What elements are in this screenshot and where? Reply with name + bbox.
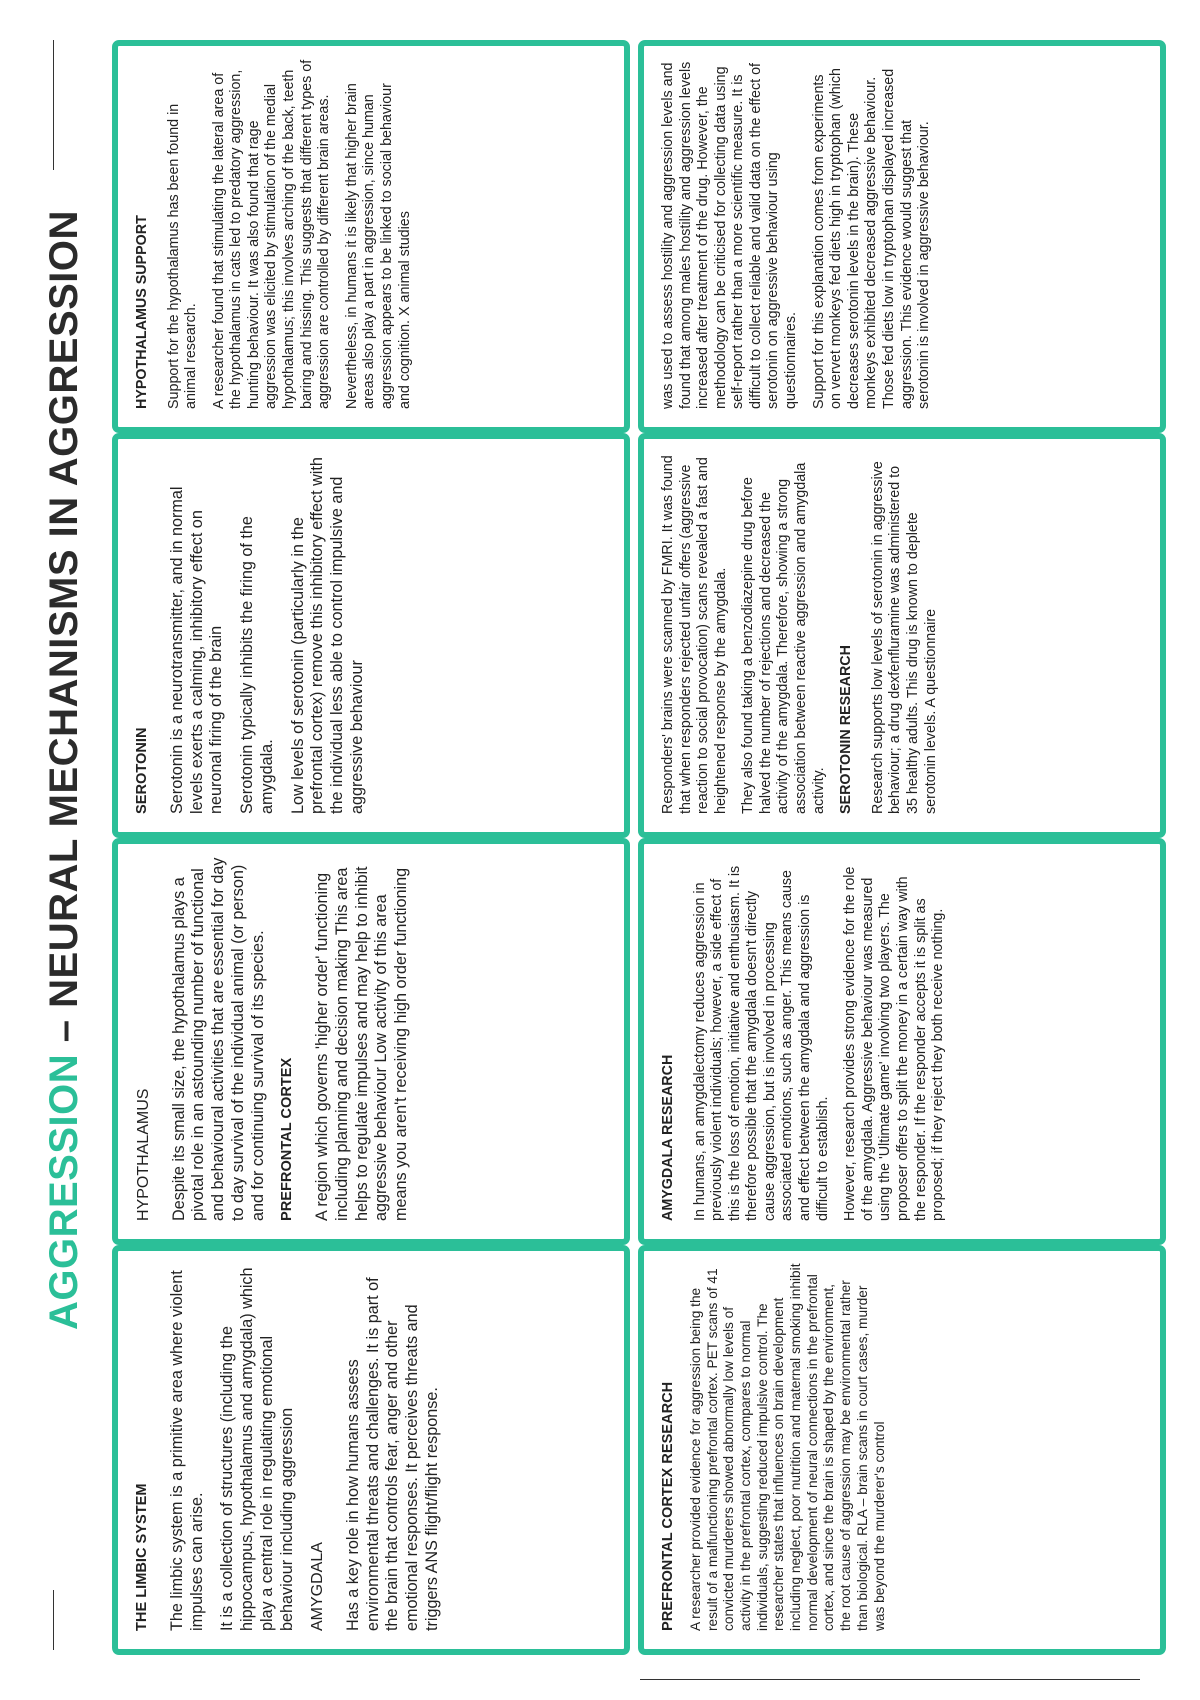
panel-hypothalamus — [112, 838, 630, 1245]
serotonin-heading: SEROTONIN — [134, 727, 150, 814]
hypothalamus-paragraph: Despite its small size, the hypothalamus plays a pivotal role in an astounding number of functional and behavioural activities that are essential for day to day survival of the individual animal (or person) and for continuing survival of its species. — [169, 857, 267, 1221]
serotonin-research-paragraph: Research supports low levels of serotonin in aggressive behaviour; a drug dexfenfluramine was administered to 35 healthy adults. This drug is known to deplete serotonin levels. A questionnaire — [869, 461, 939, 814]
serotonin-paragraph-3: Low levels of serotonin (particularly in the prefrontal cortex) remove this inhibitory effect with the individual less able to control impulsive and aggressive behaviour — [288, 457, 366, 814]
prefrontal-paragraph: A region which governs 'higher order' functioning including planning and decision making This area helps to regulate impulses and may help to inhibit aggressive behaviour Low activity of this area means you aren't receiving high order functioning — [313, 866, 411, 1221]
pfc-research-heading: PREFRONTAL CORTEX RESEARCH — [660, 1381, 676, 1631]
left-rule — [640, 1679, 1140, 1680]
limbic-paragraph-2: It is a collection of structures (including the hippocampus, hypothalamus and amygdala) which play a central role in regulating emotional behaviour including aggression — [218, 1267, 296, 1631]
panel-hypothalamus-support — [112, 40, 630, 433]
top-rule-right — [53, 40, 54, 170]
top-rule-left — [53, 1590, 54, 1650]
limbic-heading: THE LIMBIC SYSTEM — [134, 1483, 150, 1631]
panel-fmri-serotonin-research — [638, 433, 1166, 838]
title-rest: – NEURAL MECHANISMS IN AGGRESSION — [42, 210, 86, 1054]
serotonin-cont-paragraph-2: Support for this explanation comes from experiments on vervet monkeys fed diets high in tryptophan (which decreases serotonin levels in the brain). These monkeys exhibited decreased aggressive behaviour. Those fed diets low in tryptophan displayed increased aggression. This evidence would suggest that serotonin is involved in aggressive behaviour. — [810, 68, 933, 409]
hypothalamus-heading: HYPOTHALAMUS — [135, 1088, 152, 1221]
hypothalamus-support-paragraph-3: Nevertheless, in humans it is likely that higher brain areas also play a part in aggression, since human aggression appears to be linked to social behaviour and cognition. X animal studies — [343, 83, 413, 409]
panel-amygdala-research — [638, 838, 1166, 1245]
amygdala-research-paragraph-1: In humans, an amygdalectomy reduces aggression in previously violent individuals; however, a side effect of this is the loss of emotion, initiative and enthusiasm. It is therefore possible that the amygdala doesn't directly cause aggression, but is involved in processing associated emotions, such as anger. This means cause and effect between the amygdala and aggression is difficult to establish. — [691, 865, 831, 1221]
hypothalamus-support-paragraph-1: Support for the hypothalamus has been found in animal research. — [165, 103, 200, 409]
pfc-research-paragraph: A researcher provided evidence for aggression being the result of a malfunctioning prefrontal cortex. PET scans of 41 convicted murderers showed abnormally low levels of activity in the prefrontal cortex, compares to normal individuals, suggesting reduced impulsive control. The researcher states that influences on brain development including neglect, poor nutrition and maternal smoking inhibit normal development of neural connections in the prefrontal cortex, and since the brain is shaped by the environment, the root cause of aggression may be environmental rather than biological. RLA – brain scans in court cases, murder was beyond the murderer's control — [687, 1263, 887, 1631]
amygdala-heading: AMYGDALA — [309, 1542, 327, 1631]
fmri-paragraph-1: Responders' brains were scanned by FMRI. It was found that when responders rejected unfair offers (aggressive reaction to social provocation) scans revealed a fast and heightened response by the amygdala. — [660, 455, 729, 814]
fmri-paragraph-2: They also found taking a benzodiazepine drug before halved the number of rejections and decreased the activity of the amygdala. Therefore, showing a strong association between reactive aggression and amygdala activity. — [740, 462, 827, 814]
amygdala-research-paragraph-2: However, research provides strong evidence for the role of the amygdala. Aggressive behaviour was measured using the 'Ultimate game' involving two players. The proposer offers to split the money in a certain way with the responder. If the responder accepts it is split as proposed; if they reject they both receive nothing. — [842, 866, 947, 1221]
title-accent: AGGRESSION — [42, 1053, 86, 1330]
amygdala-research-heading: AMYGDALA RESEARCH — [660, 1054, 676, 1221]
serotonin-paragraph-1: Serotonin is a neurotransmitter, and in normal levels exerts a calming, inhibitory effect on neuronal firing of the brain — [167, 486, 226, 814]
amygdala-paragraph: Has a key role in how humans assess environmental threats and challenges. It is part of the brain that controls fear, anger and other emotional responses. It perceives threats and triggers ANS flight/flight response. — [343, 1277, 441, 1631]
panel-prefrontal-cortex-research — [638, 1245, 1166, 1655]
serotonin-cont-paragraph-1: was used to assess hostility and aggression levels and found that among males hostility and aggression levels increased after treatment of the drug. However, the methodology can be criticised for collecting data using self-report rather than a more scientific measure. It is difficult to collect reliable and valid data on the effect of serotonin on aggressive behaviour using questionnaires. — [660, 61, 800, 409]
serotonin-research-heading: SEROTONIN RESEARCH — [838, 645, 855, 814]
panel-serotonin — [112, 433, 630, 838]
panel-limbic-system — [112, 1245, 630, 1655]
limbic-paragraph-1: The limbic system is a primitive area where violent impulses can arise. — [167, 1270, 206, 1631]
hypothalamus-support-heading: HYPOTHALAMUS SUPPORT — [134, 215, 150, 409]
hypothalamus-support-paragraph-2: A researcher found that stimulating the lateral area of the hypothalamus in cats led to predatory aggression, hunting behaviour. It was also found that rage aggression was elicited by stimulation of the medial hypothalamus; this involves arching of the back, teeth baring and hissing. This suggests that different types of aggression are controlled by different brain areas. — [210, 59, 333, 409]
prefrontal-heading: PREFRONTAL CORTEX — [279, 1057, 296, 1221]
serotonin-paragraph-2: Serotonin typically inhibits the firing of the amygdala. — [238, 516, 276, 814]
page-title — [42, 210, 87, 1330]
panel-serotonin-continued — [638, 40, 1166, 433]
